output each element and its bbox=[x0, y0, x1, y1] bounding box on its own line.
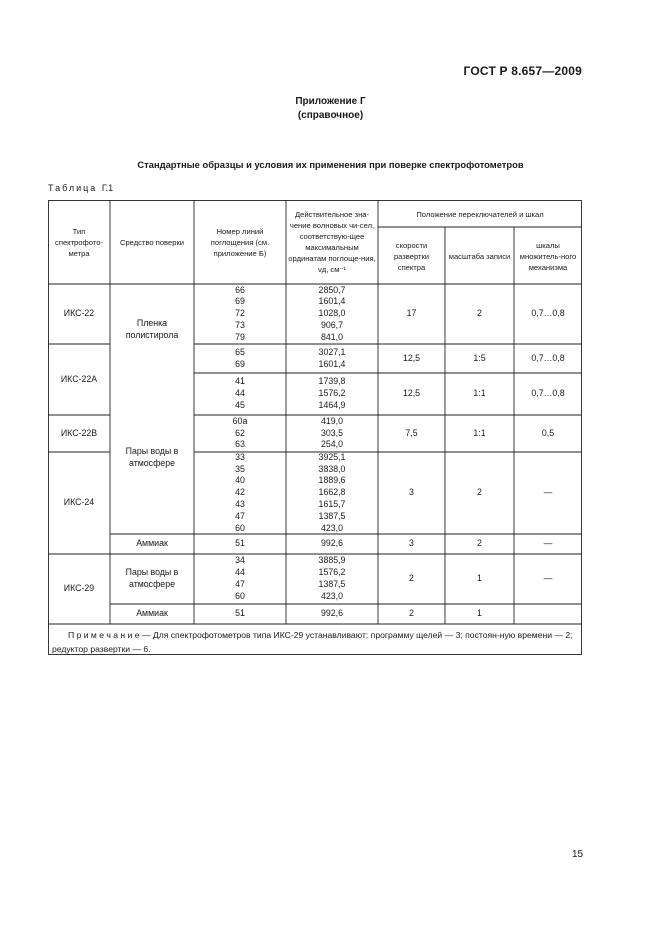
wavenumber-value: 2850,7 bbox=[318, 284, 346, 295]
means-cell: Пары воды в атмосфере bbox=[125, 446, 179, 468]
line-number: 40 bbox=[235, 475, 245, 486]
line-number: 33 bbox=[235, 451, 245, 462]
wavenumber-value: 1601,4 bbox=[318, 296, 346, 307]
speed-cell: 2 bbox=[409, 608, 414, 619]
line-number: 65 bbox=[235, 346, 245, 357]
means-cell: Аммиак bbox=[136, 538, 168, 549]
wavenumbers-cell bbox=[288, 416, 376, 451]
header-line-number: Номер линий поглощения (см. приложение Б) bbox=[210, 226, 270, 258]
standard-code: ГОСТ Р 8.657—2009 bbox=[463, 64, 582, 78]
multiplier-cell bbox=[516, 604, 580, 624]
line-numbers-cell bbox=[196, 453, 284, 533]
wavenumbers-cell bbox=[288, 374, 376, 414]
line-number: 60 bbox=[235, 522, 245, 533]
wavenumber-value: 1615,7 bbox=[318, 498, 346, 509]
multiplier-cell: — bbox=[543, 538, 553, 549]
wavenumber-value: 1739,8 bbox=[318, 376, 346, 387]
wavenumber-value: 992,6 bbox=[320, 538, 343, 549]
scale-cell: 1:1 bbox=[473, 388, 486, 399]
speed-cell: 7,5 bbox=[405, 427, 418, 438]
line-number: 60 bbox=[235, 590, 245, 601]
header-means: Средство поверки bbox=[119, 237, 185, 247]
line-number: 43 bbox=[235, 498, 245, 509]
standards-table bbox=[48, 200, 582, 655]
speed-cell: 2 bbox=[409, 573, 414, 584]
appendix-subtitle: (справочное) bbox=[297, 110, 364, 121]
scale-cell: 1 bbox=[477, 608, 482, 619]
line-number: 35 bbox=[235, 463, 245, 474]
line-number: 45 bbox=[235, 399, 245, 410]
document-title: Стандартные образцы и условия их применения при поверке спектрофотометров bbox=[137, 159, 524, 170]
type-cell: ИКС-29 bbox=[63, 583, 95, 594]
table-caption bbox=[48, 183, 113, 193]
means-cell: Пары воды в атмосфере bbox=[125, 567, 179, 589]
line-numbers-cell bbox=[196, 555, 284, 603]
line-number: 60а bbox=[232, 415, 248, 426]
wavenumber-value: 992,6 bbox=[320, 608, 343, 619]
wavenumber-value: 303,5 bbox=[320, 427, 343, 438]
wavenumber-value: 3925,1 bbox=[318, 451, 346, 462]
wavenumber-value: 3027,1 bbox=[318, 346, 346, 357]
line-number: 44 bbox=[235, 388, 245, 399]
means-cell: Аммиак bbox=[136, 608, 168, 619]
type-cell: ИКС-24 bbox=[63, 497, 95, 508]
wavenumbers-cell bbox=[288, 453, 376, 533]
wavenumber-value: 906,7 bbox=[320, 319, 343, 330]
multiplier-cell: 0,5 bbox=[541, 427, 555, 438]
wavenumber-value: 423,0 bbox=[320, 522, 343, 533]
multiplier-cell: 0,7…0,8 bbox=[531, 388, 565, 399]
table-caption-label: Таблица bbox=[48, 183, 98, 193]
line-number: 34 bbox=[235, 555, 245, 566]
line-number: 47 bbox=[235, 510, 245, 521]
wavenumber-value: 423,0 bbox=[320, 590, 343, 601]
wavenumber-value: 1387,5 bbox=[318, 579, 346, 589]
line-numbers-cell bbox=[196, 374, 284, 414]
type-cell: ИКС-22В bbox=[60, 427, 98, 438]
line-number: 44 bbox=[235, 567, 245, 578]
header-speed: скорости развертки спектра bbox=[393, 240, 430, 272]
line-number: 51 bbox=[235, 538, 245, 549]
table-note: П р и м е ч а н и е — Для спектрофотометров типа ИКС-29 устанавливают: программу щелей — 3; постоян-ную времени — 2; редуктор развертки — 6. bbox=[52, 630, 573, 654]
wavenumber-value: 419,0 bbox=[320, 415, 343, 426]
line-numbers-cell bbox=[196, 345, 284, 372]
header-scale: масштаба записи bbox=[448, 251, 511, 261]
line-numbers-cell bbox=[196, 285, 284, 343]
line-number: 73 bbox=[235, 319, 245, 330]
wavenumber-value: 1889,6 bbox=[318, 475, 346, 486]
wavenumber-value: 1662,8 bbox=[318, 487, 346, 498]
scale-cell: 1:5 bbox=[473, 352, 486, 363]
wavenumber-value: 1464,9 bbox=[318, 399, 346, 410]
line-number: 62 bbox=[235, 427, 245, 438]
scale-cell: 2 bbox=[477, 308, 482, 319]
line-number: 41 bbox=[235, 376, 245, 387]
means-cell: Пленка полистирола bbox=[125, 318, 179, 340]
header-switches: Положение переключателей и шкал bbox=[416, 209, 544, 219]
appendix-title: Приложение Г bbox=[295, 96, 366, 107]
wavenumber-value: 1028,0 bbox=[318, 308, 346, 319]
multiplier-cell: — bbox=[543, 487, 553, 498]
speed-cell: 3 bbox=[409, 487, 414, 498]
speed-cell: 3 bbox=[409, 538, 414, 549]
wavenumber-value: 254,0 bbox=[320, 439, 343, 450]
page-number: 15 bbox=[572, 849, 584, 860]
header-type: Тип спектрофото-метра bbox=[55, 226, 103, 258]
wavenumber-value: 1576,2 bbox=[318, 388, 346, 399]
line-number: 72 bbox=[235, 308, 245, 319]
header-wavenumber: Действительное зна-чение волновых чи-сел, соответствую-щее максимальным ординатам поглоще-ния, νд, см⁻¹ bbox=[288, 210, 376, 274]
wavenumbers-cell bbox=[288, 555, 376, 603]
type-cell: ИКС-22 bbox=[63, 308, 95, 319]
line-number: 69 bbox=[235, 358, 245, 369]
type-cell: ИКС-22А bbox=[60, 373, 98, 384]
wavenumber-value: 841,0 bbox=[320, 331, 343, 342]
speed-cell: 12,5 bbox=[402, 352, 421, 363]
scale-cell: 1 bbox=[477, 573, 482, 584]
line-number: 63 bbox=[235, 439, 245, 450]
speed-cell: 17 bbox=[406, 308, 417, 319]
scale-cell: 2 bbox=[477, 538, 482, 549]
line-number: 66 bbox=[235, 284, 245, 295]
wavenumber-value: 1576,2 bbox=[318, 567, 346, 578]
line-numbers-cell bbox=[196, 416, 284, 451]
wavenumbers-cell bbox=[288, 345, 376, 372]
wavenumber-value: 1387,5 bbox=[318, 510, 346, 521]
multiplier-cell: 0,7…0,8 bbox=[531, 352, 565, 363]
line-number: 79 bbox=[235, 331, 245, 342]
multiplier-cell: — bbox=[543, 573, 553, 584]
scale-cell: 2 bbox=[477, 487, 482, 498]
table-caption-number: Г.1 bbox=[101, 183, 114, 193]
speed-cell: 12,5 bbox=[402, 388, 421, 399]
multiplier-cell: 0,7…0,8 bbox=[531, 308, 565, 319]
wavenumber-value: 1601,4 bbox=[318, 358, 346, 369]
scale-cell: 1:1 bbox=[473, 427, 486, 438]
wavenumbers-cell bbox=[288, 285, 376, 343]
line-number: 42 bbox=[235, 487, 245, 498]
line-number: 47 bbox=[235, 579, 245, 589]
wavenumber-value: 3838,0 bbox=[318, 463, 346, 474]
line-number: 69 bbox=[235, 296, 245, 307]
line-number: 51 bbox=[235, 608, 245, 619]
header-multiplier: шкалы множитель-ного механизма bbox=[519, 240, 577, 272]
wavenumber-value: 3885,9 bbox=[318, 555, 346, 566]
